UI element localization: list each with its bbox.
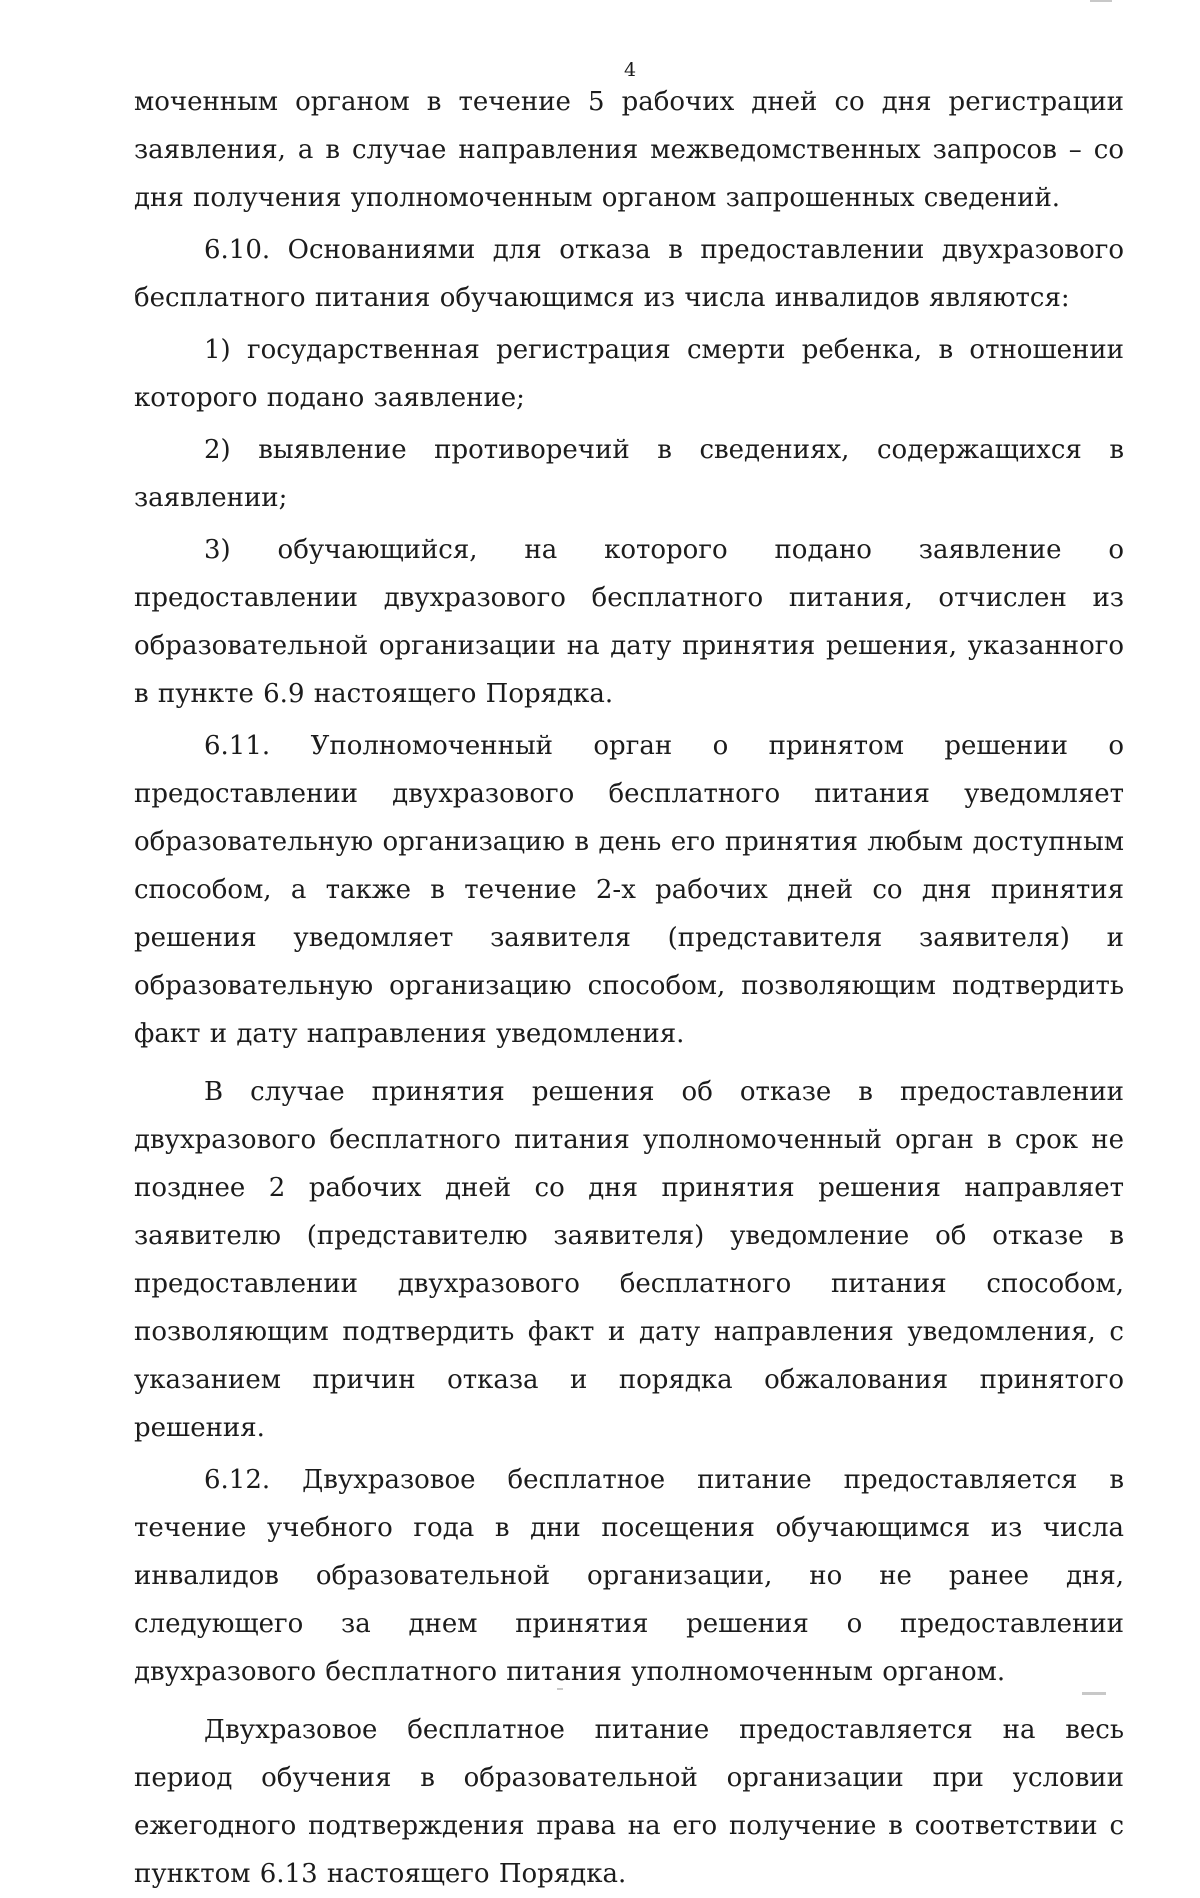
- list-item-2: 2) выявление противоречий в сведениях, содержащихся в заявлении;: [134, 435, 1124, 513]
- document-body: [134, 78, 1124, 1898]
- paragraph-continuation: моченным органом в течение 5 рабочих дней со дня регистрации заявления, а в случае направления межведомственных запросов – со дня получения уполномоченным органом запрошенных сведений.: [134, 87, 1124, 213]
- paragraph-6-10: 6.10. Основаниями для отказа в предоставлении двухразового бесплатного питания обучающимся из числа инвалидов являются:: [134, 235, 1124, 313]
- list-item-1: 1) государственная регистрация смерти ребенка, в отношении которого подано заявление;: [134, 335, 1124, 413]
- scan-artifact-top-right: [1090, 0, 1112, 2]
- page-number: 4: [623, 59, 637, 81]
- list-item-3: 3) обучающийся, на которого подано заявление о предоставлении двухразового бесплатного питания, отчислен из образовательной организации на дату принятия решения, указанного в пункте 6.9 настоящего Порядка.: [134, 535, 1124, 709]
- paragraph-6-12: 6.12. Двухразовое бесплатное питание предоставляется в течение учебного года в дни посещения обучающимся из числа инвалидов образовательной организации, но не ранее дня, следующего за днем принятия решения о предоставлении двухразового бесплатного питания уполномоченным органом.: [134, 1465, 1124, 1687]
- paragraph-6-11: 6.11. Уполномоченный орган о принятом решении о предоставлении двухразового бесплатного питания уведомляет образовательную организацию в день его принятия любым доступным способом, а также в течение 2-х рабочих дней со дня принятия решения уведомляет заявителя (представителя заявителя) и образовательную организацию способом, позволяющим подтвердить факт и дату направления уведомления.: [134, 731, 1124, 1049]
- scan-artifact-bottom-right: [1082, 1692, 1106, 1695]
- scan-artifact-bottom-center: [557, 1688, 563, 1690]
- paragraph-period: Двухразовое бесплатное питание предоставляется на весь период обучения в образовательной организации при условии ежегодного подтверждения права на его получение в соответствии с пунктом 6.13 настоящего Порядка.: [134, 1715, 1124, 1889]
- paragraph-refusal: В случае принятия решения об отказе в предоставлении двухразового бесплатного питания уполномоченный орган в срок не позднее 2 рабочих дней со дня принятия решения направляет заявителю (представителю заявителя) уведомление об отказе в предоставлении двухразового бесплатного питания способом, позволяющим подтвердить факт и дату направления уведомления, с указанием причин отказа и порядка обжалования принятого решения.: [134, 1077, 1124, 1443]
